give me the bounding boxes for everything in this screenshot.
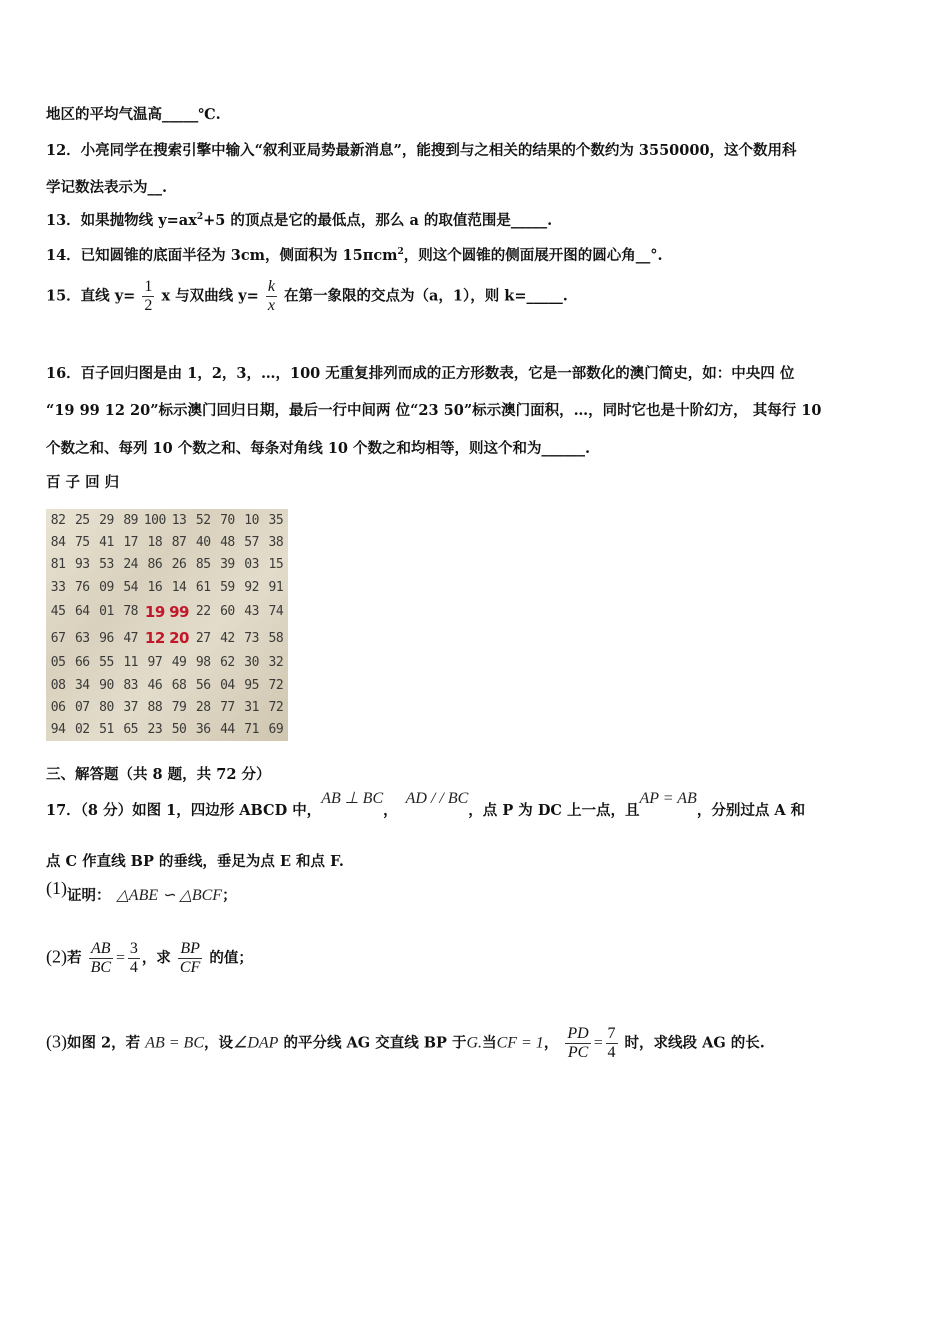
grid-cell: 100: [143, 512, 166, 528]
part2-pre: 若: [67, 949, 82, 967]
grid-cell: 77: [220, 699, 235, 715]
grid-cell: 09: [99, 579, 114, 595]
part1-end: ；: [222, 887, 237, 904]
grid-cell: 44: [220, 722, 235, 738]
q17-mid: ，点 P 为 DC 上一点，且: [468, 802, 640, 819]
grid-cell: 51: [99, 722, 114, 738]
grid-cell: 78: [123, 604, 138, 620]
part3-t2: 的平分线 AG 交直线 BP 于: [278, 1034, 467, 1052]
grid-cell: 28: [195, 699, 211, 715]
grid-cell: 58: [268, 630, 284, 646]
grid-cell: 13: [171, 512, 187, 528]
grid-cell: 23: [147, 722, 163, 738]
grid-cell: 20: [169, 629, 189, 648]
grid-cell: 16: [147, 579, 163, 595]
grid-cell: 60: [220, 604, 235, 620]
grid-cell: 68: [171, 677, 187, 693]
grid-cell: 72: [268, 677, 284, 693]
grid-cell: 01: [99, 604, 114, 620]
q15-mid: x 与双曲线 y=: [161, 287, 259, 305]
grid-cell: 91: [268, 579, 284, 595]
grid-cell: 38: [268, 534, 284, 550]
grid-cell: 54: [123, 579, 138, 595]
grid-cell: 27: [195, 630, 211, 646]
part3-math-cf: CF = 1: [496, 1034, 544, 1052]
q15-pre: 15．直线 y=: [46, 287, 136, 305]
q17-line1: [46, 790, 806, 820]
part3-t1: ，设: [204, 1034, 233, 1052]
grid-cell: 69: [268, 722, 284, 738]
grid-cell: 88: [147, 699, 163, 715]
grid-cell: 25: [74, 512, 90, 528]
grid-cell: 32: [268, 655, 284, 671]
grid-cell: 39: [220, 557, 235, 573]
grid-cell: 92: [244, 579, 259, 595]
grid-cell: 11: [123, 655, 138, 671]
grid-row: [46, 531, 288, 553]
grid-cell: 97: [147, 655, 163, 671]
q14: [46, 244, 663, 265]
q13-pre: 13．如果抛物线 y=ax: [46, 212, 197, 229]
grid-cell: 57: [244, 534, 259, 550]
grid-cell: 48: [220, 534, 235, 550]
grid-cell: 14: [171, 579, 187, 595]
grid-cell: 12: [144, 629, 165, 648]
section-3-heading: 三、解答题（共 8 题，共 72 分）: [46, 766, 271, 783]
part1-math: △ABE ∽ △BCF: [116, 887, 223, 904]
grid-cell: 41: [99, 534, 114, 550]
grid-cell: 74: [268, 604, 284, 620]
grid-cell: 04: [220, 677, 235, 693]
grid-cell: 35: [268, 512, 284, 528]
grid-cell: 18: [147, 534, 163, 550]
grid-cell: 33: [50, 579, 66, 595]
grid-cell: 22: [195, 604, 211, 620]
grid-cell: 75: [74, 534, 90, 550]
grid-cell: 66: [74, 655, 90, 671]
q12-line2: 学记数法表示为__.: [46, 179, 168, 196]
q12-line1: 12．小亮同学在搜索引擎中输入“叙利亚局势最新消息”，能搜到与之相关的结果的个数约为 3550000，这个数用科: [46, 142, 797, 159]
q11-tail: 地区的平均气温高_____℃.: [46, 106, 221, 123]
grid-cell: 37: [123, 699, 138, 715]
grid-cell: 82: [50, 512, 66, 528]
grid-cell: 79: [171, 699, 187, 715]
part2-post: 的值；: [204, 949, 253, 967]
grid-cell: 34: [74, 677, 90, 693]
part2-number: (2): [46, 946, 67, 967]
part3-math-ab-bc: AB = BC: [145, 1034, 204, 1052]
grid-cell: 87: [171, 534, 187, 550]
grid-cell: 40: [195, 534, 211, 550]
q17-part3: [46, 1025, 765, 1062]
grid-cell: 30: [244, 655, 259, 671]
grid-cell: 02: [74, 722, 90, 738]
grid-cell: 62: [220, 655, 235, 671]
grid-cell: 70: [220, 512, 235, 528]
grid-cell: 55: [99, 655, 114, 671]
grid-cell: 63: [74, 630, 90, 646]
part3-fraction-7-4: $\frac{7}{4}$: [607, 1025, 616, 1061]
part3-t3: 当: [482, 1034, 497, 1052]
grid-cell: 84: [50, 534, 66, 550]
grid-cell: 15: [268, 557, 284, 573]
part2-fraction-bp-cf: $\frac{BP}{CF}$: [179, 940, 201, 976]
part2-fraction-3-4: $\frac{3}{4}$: [129, 940, 138, 976]
part3-math-angle: ∠DAP: [233, 1034, 279, 1052]
grid-cell: 49: [171, 655, 187, 671]
q14-post: ，则这个圆锥的侧面展开图的圆心角__°.: [403, 247, 663, 264]
grid-cell: 61: [195, 579, 211, 595]
grid-cell: 45: [50, 604, 66, 620]
part3-fraction-pd-pc: $\frac{PD}{PC}$: [567, 1025, 589, 1061]
part3-math-g: G.: [466, 1034, 483, 1052]
q17-post: ，分别过点 A 和: [696, 802, 806, 819]
grid-cell: 89: [123, 512, 138, 528]
q16-caption: 百 子 回 归: [46, 474, 120, 491]
grid-cell: 03: [244, 557, 259, 573]
q14-pre: 14．已知圆锥的底面半径为 3cm，侧面积为 15πcm: [46, 247, 398, 264]
q13: [46, 209, 552, 230]
q17-math-equal: AP = AB: [639, 790, 697, 807]
part2-mid: ，求: [141, 949, 171, 967]
q17-math-perp: AB ⊥ BC: [321, 790, 384, 807]
q15-fraction-2: $\frac{k}{x}$: [267, 278, 275, 314]
grid-cell: 83: [123, 677, 138, 693]
part3-t4: ，: [543, 1034, 559, 1052]
grid-cell: 67: [50, 630, 66, 646]
part1-text: 证明：: [67, 887, 111, 904]
grid-cell: 95: [244, 677, 259, 693]
grid-cell: 85: [195, 557, 211, 573]
grid-row: [46, 598, 288, 625]
grid-cell: 46: [147, 677, 163, 693]
q15-fraction-1: $\frac{1}{2}$: [144, 278, 153, 314]
grid-cell: 42: [220, 630, 235, 646]
grid-cell: 56: [195, 677, 211, 693]
grid-cell: 19: [144, 602, 165, 621]
grid-cell: 26: [171, 557, 187, 573]
q14-sup: 2: [397, 247, 404, 258]
grid-cell: 65: [123, 722, 138, 738]
q17-pre: 17．（8 分）如图 1，四边形 ABCD 中，: [46, 802, 322, 819]
grid-cell: 31: [244, 699, 259, 715]
magic-square-table: [46, 509, 288, 741]
grid-cell: 99: [169, 602, 189, 621]
grid-cell: 72: [268, 699, 284, 715]
q17-part2: [46, 940, 253, 977]
grid-row: [46, 576, 288, 598]
grid-cell: 94: [50, 722, 66, 738]
grid-cell: 52: [195, 512, 211, 528]
grid-cell: 73: [244, 630, 259, 646]
q16-line2: “19 99 12 20”标示澳门回归日期，最后一行中间两 位“23 50”标示澳门面积，…，同时它也是十阶幻方， 其每行 10: [46, 402, 822, 419]
q16-line1: 16．百子回归图是由 1，2，3，…，100 无重复排列而成的正方形数表，它是一部数化的澳门简史，如：中央四 位: [46, 365, 795, 382]
grid-row: [46, 719, 288, 741]
grid-cell: 24: [123, 557, 138, 573]
grid-cell: 07: [74, 699, 90, 715]
grid-cell: 80: [99, 699, 114, 715]
grid-cell: 98: [195, 655, 211, 671]
grid-cell: 71: [244, 722, 259, 738]
q17-math-parallel: AD / / BC: [405, 790, 469, 807]
grid-cell: 76: [74, 579, 90, 595]
q16-line3: 个数之和、每列 10 个数之和、每条对角线 10 个数之和均相等，则这个和为______.: [46, 440, 591, 457]
grid-row: [46, 509, 288, 531]
part1-number: (1): [46, 878, 67, 898]
q15: [46, 278, 568, 315]
grid-cell: 05: [50, 655, 66, 671]
part3-post: 时，求线段 AG 的长.: [619, 1034, 765, 1052]
grid-cell: 90: [99, 677, 114, 693]
q15-post: 在第一象限的交点为（a，1），则 k=_____.: [284, 287, 568, 305]
grid-row: [46, 674, 288, 696]
grid-cell: 59: [220, 579, 235, 595]
grid-row: [46, 652, 288, 674]
q17-part1: [46, 878, 237, 905]
grid-cell: 81: [50, 557, 66, 573]
grid-row: [46, 625, 288, 652]
part3-pre: 如图 2，若: [67, 1034, 141, 1052]
part2-equals: =: [115, 949, 126, 967]
grid-cell: 06: [50, 699, 66, 715]
q17-line2: 点 C 作直线 BP 的垂线，垂足为点 E 和点 F.: [46, 853, 344, 870]
grid-cell: 47: [123, 630, 138, 646]
grid-cell: 43: [244, 604, 259, 620]
grid-cell: 96: [99, 630, 114, 646]
q13-sup: 2: [196, 212, 204, 223]
grid-cell: 86: [147, 557, 163, 573]
grid-cell: 17: [123, 534, 138, 550]
part3-number: (3): [46, 1031, 67, 1052]
grid-cell: 50: [171, 722, 187, 738]
grid-cell: 08: [50, 677, 66, 693]
q13-post: +5 的顶点是它的最低点，那么 a 的取值范围是_____.: [203, 212, 553, 229]
grid-cell: 29: [99, 512, 114, 528]
grid-cell: 93: [74, 557, 90, 573]
grid-row: [46, 554, 288, 576]
magic-square-image: [46, 509, 288, 741]
grid-cell: 36: [195, 722, 211, 738]
q17-sep: ，: [383, 802, 398, 819]
grid-cell: 64: [74, 604, 90, 620]
grid-cell: 10: [244, 512, 259, 528]
grid-cell: 53: [99, 557, 114, 573]
grid-row: [46, 696, 288, 718]
part2-fraction-ab-bc: $\frac{AB}{BC}$: [90, 940, 112, 976]
part3-equals: =: [592, 1034, 604, 1052]
